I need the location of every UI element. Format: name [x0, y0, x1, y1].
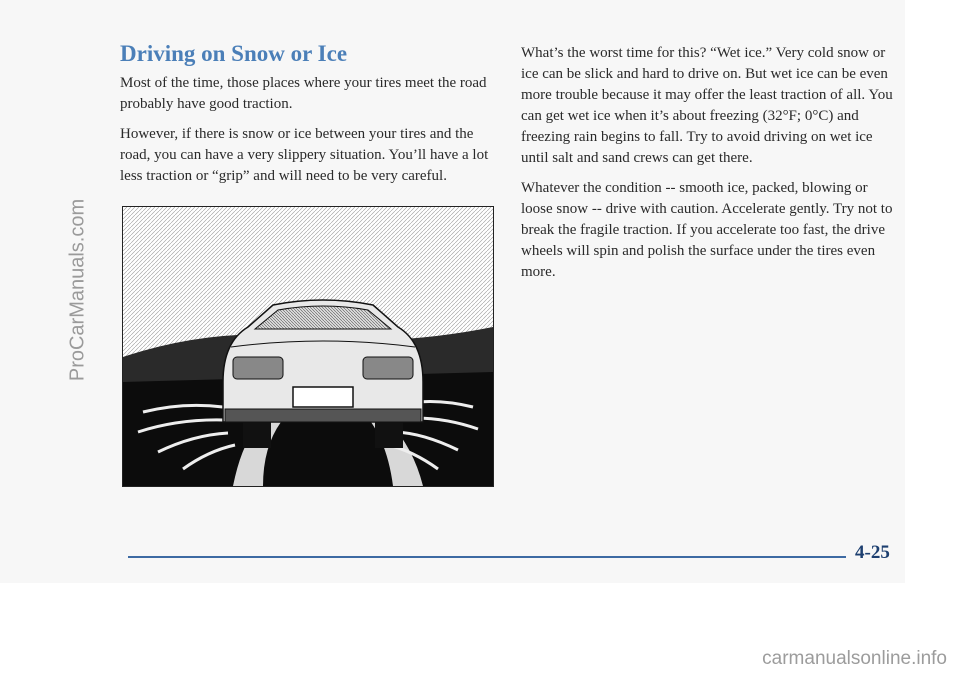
left-rear-wheel: [243, 422, 271, 448]
paragraph-slippery: However, if there is snow or ice between your tires and the road, you can have a very slippery situation. You’ll have a lot less traction or “grip” and will need to be very careful.: [120, 126, 489, 184]
car-illustration-svg: [123, 207, 493, 486]
paragraph-caution: Whatever the condition -- smooth ice, packed, blowing or loose snow -- drive with caution. Accelerate gently. Try not to break the fragile traction. If you accelerate too fast, the drive wheels will spin and polish the surface under the tires even more.: [521, 180, 893, 280]
right-rear-wheel: [375, 422, 403, 448]
paragraph-wet-ice: What’s the worst time for this? “Wet ice.” Very cold snow or ice can be slick and hard to drive on. But wet ice can be even more trouble because it may offer the least traction of all. You can get wet ice when it’s about freezing (32°F; 0°C) and freezing rain begins to fall. Try to avoid driving on wet ice until salt and sand crews can get there.: [521, 45, 893, 166]
sidebar-watermark: ProCarManuals.com: [66, 198, 89, 382]
rear-bumper: [225, 409, 421, 422]
right-column: [521, 43, 896, 292]
paragraph-traction: Most of the time, those places where your tires meet the road probably have good traction.: [120, 75, 487, 112]
site-footer: carmanualsonline.info: [762, 648, 947, 669]
left-tail-light: [233, 357, 283, 379]
car-rear-on-snow-illustration: [122, 206, 494, 487]
right-tail-light: [363, 357, 413, 379]
section-title: Driving on Snow or Ice: [120, 41, 348, 66]
footer-rule: [128, 556, 846, 558]
page-number: 4-25: [855, 542, 890, 563]
license-plate: [293, 387, 353, 407]
left-column: [120, 73, 490, 196]
